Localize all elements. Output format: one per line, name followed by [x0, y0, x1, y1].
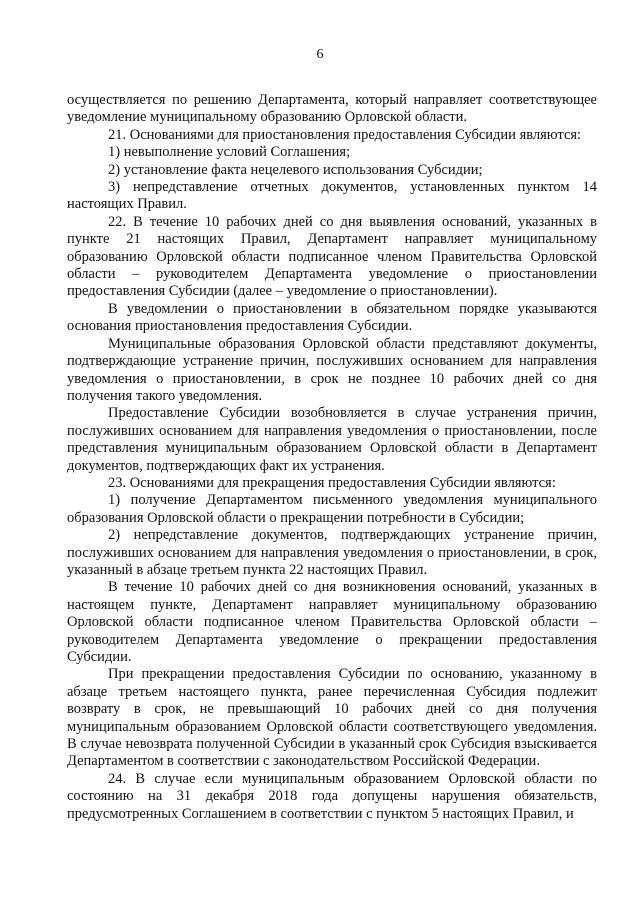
paragraph-clause-22-resumption: Предоставление Субсидии возобновляется в случае устранения причин, послуживших основанием для направления уведомления о приостановлении, после представления муниципальным образованием Орловской области в Департамент документов, подтверждающих факт их устранения.	[67, 405, 597, 474]
paragraph-clause-23-refund: При прекращении предоставления Субсидии по основанию, указанному в абзаце третьем настоящего пункта, ранее перечисленная Субсидия подлежит возврату в срок, не превышающий 10 рабочих дней со дня получения муниципальным образованием Орловской области соответствующего уведомления. В случае невозврата полученной Субсидии в указанный срок Субсидия взыскивается Департаментом в соответствии с законодательством Российской Федерации.	[67, 666, 597, 770]
paragraph-clause-23-item-2: 2) непредставление документов, подтверждающих устранение причин, послуживших основанием для направления уведомления о приостановлении, в срок, указанный в абзаце третьем пункта 22 настоящих Правил.	[67, 527, 597, 578]
paragraph-clause-24: 24. В случае если муниципальным образованием Орловской области по состоянию на 31 декабря 2018 года допущены нарушения обязательств, предусмотренных Соглашением в соответствии с пунктом 5 настоящих Правил, и	[67, 770, 597, 822]
paragraph-clause-23-item-1: 1) получение Департаментом письменного уведомления муниципального образования Орловской области о прекращении потребности в Субсидии;	[67, 492, 597, 526]
document-body	[67, 92, 597, 823]
paragraph-clause-23: 23. Основаниями для прекращения предоставления Субсидии являются:	[108, 474, 556, 491]
paragraph-continuation: осуществляется по решению Департамента, который направляет соответствующее уведомление муниципальному образованию Орловской области.	[67, 92, 597, 126]
paragraph-clause-23-notice: В течение 10 рабочих дней со дня возникновения оснований, указанных в настоящем пункте, Департамент направляет муниципальному образованию Орловской области подписанное членом Правительства Орловской области – руководителем Департамента уведомление о прекращении предоставления Субсидии.	[67, 579, 597, 665]
paragraph-clause-21-item-2: 2) установление факта нецелевого использования Субсидии;	[108, 161, 483, 178]
paragraph-clause-22: 22. В течение 10 рабочих дней со дня выявления оснований, указанных в пункте 21 настоящих Правил, Департамент направляет муниципальному образованию Орловской области подписанное членом Правительства Орловской области – руководителем Департамента уведомление о приостановлении предоставления Субсидии (далее – уведомление о приостановлении).	[67, 213, 597, 300]
paragraph-clause-21-item-1: 1) невыполнение условий Соглашения;	[108, 144, 351, 161]
paragraph-clause-21: 21. Основаниями для приостановления предоставления Субсидии являются:	[108, 126, 582, 143]
paragraph-clause-22-documents: Муниципальные образования Орловской области представляют документы, подтверждающие устранение причин, послуживших основанием для направления уведомления о приостановлении, в срок не позднее 10 рабочих дней со дня получения такого уведомления.	[67, 335, 597, 404]
paragraph-clause-22-notice-content: В уведомлении о приостановлении в обязательном порядке указываются основания приостановления предоставления Субсидии.	[67, 300, 597, 335]
paragraph-clause-21-item-3: 3) непредставление отчетных документов, установленных пунктом 14 настоящих Правил.	[67, 179, 597, 213]
page-number: 6	[316, 47, 324, 62]
